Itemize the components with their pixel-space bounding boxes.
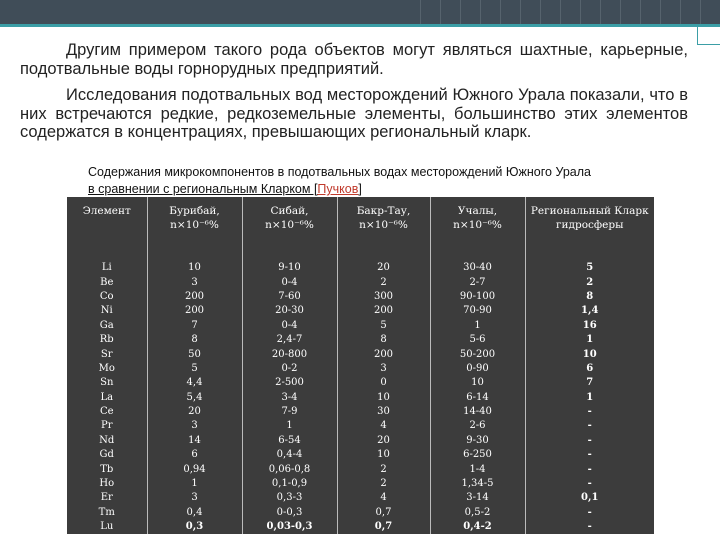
element-symbol-cell: Gd — [67, 448, 147, 462]
paragraph-1: Другим примером такого рода объектов могут являться шахтные, карьерные, подотвальные воды горнорудных предприятий. — [20, 41, 688, 78]
caption-suffix: ] — [358, 182, 362, 196]
element-symbol-cell: Ga — [67, 319, 147, 333]
value-cell: 5 — [337, 319, 430, 333]
value-cell: 20 — [337, 434, 430, 448]
element-symbol-cell: Ce — [67, 405, 147, 419]
value-cell: 10 — [337, 448, 430, 462]
value-cell: 0,3 — [147, 520, 242, 534]
value-cell: 0-4 — [242, 319, 337, 333]
element-symbol-cell: Ho — [67, 477, 147, 491]
value-cell: 2 — [337, 477, 430, 491]
value-cell: 0,03-0,3 — [242, 520, 337, 534]
value-cell: 5,4 — [147, 391, 242, 405]
top-bar-divider — [520, 0, 541, 24]
element-symbol-cell: La — [67, 391, 147, 405]
value-cell: - — [525, 405, 654, 419]
value-cell: 0-2 — [242, 362, 337, 376]
value-cell: - — [525, 506, 654, 520]
value-cell: 4 — [337, 491, 430, 505]
value-cell: 20 — [147, 405, 242, 419]
value-cell: 20-800 — [242, 347, 337, 361]
value-cell: 6 — [147, 448, 242, 462]
value-cell: 7-60 — [242, 290, 337, 304]
value-cell: - — [525, 477, 654, 491]
slide-accent-line — [0, 24, 720, 27]
corner-decoration — [697, 27, 698, 45]
value-cell: 0,1-0,9 — [242, 477, 337, 491]
element-symbol-cell: Mo — [67, 362, 147, 376]
value-cell: 300 — [337, 290, 430, 304]
table-row — [67, 506, 654, 520]
value-cell: 1,34-5 — [430, 477, 525, 491]
caption-line-2 — [88, 181, 668, 198]
value-cell: 0-4 — [242, 275, 337, 289]
value-cell: 200 — [337, 304, 430, 318]
value-cell: 3 — [147, 275, 242, 289]
top-bar-divider — [420, 0, 441, 24]
value-cell: 200 — [147, 290, 242, 304]
value-cell: 1 — [242, 419, 337, 433]
top-bar-divider — [480, 0, 501, 24]
value-cell: - — [525, 434, 654, 448]
value-cell: 8 — [337, 333, 430, 347]
value-cell: 0-0,3 — [242, 506, 337, 520]
value-cell: 4,4 — [147, 376, 242, 390]
value-cell: 50-200 — [430, 347, 525, 361]
value-cell: 1 — [525, 333, 654, 347]
value-cell: 1-4 — [430, 462, 525, 476]
value-cell: 200 — [337, 347, 430, 361]
value-cell: 10 — [337, 391, 430, 405]
table-row — [67, 275, 654, 289]
top-bar-divider — [540, 0, 561, 24]
value-cell: 10 — [525, 347, 654, 361]
value-cell: 6-250 — [430, 448, 525, 462]
element-symbol-cell: Li — [67, 259, 147, 275]
value-cell: 30-40 — [430, 259, 525, 275]
element-symbol-cell: Sn — [67, 376, 147, 390]
value-cell: 7 — [525, 376, 654, 390]
value-cell: 1 — [430, 319, 525, 333]
top-bar-divider — [580, 0, 601, 24]
value-cell: 7 — [147, 319, 242, 333]
value-cell: 2 — [337, 462, 430, 476]
value-cell: 2-500 — [242, 376, 337, 390]
value-cell: 30 — [337, 405, 430, 419]
value-cell: 7-9 — [242, 405, 337, 419]
element-symbol-cell: Tm — [67, 506, 147, 520]
table-body — [67, 259, 654, 534]
table-row — [67, 419, 654, 433]
value-cell: 8 — [525, 290, 654, 304]
corner-decoration — [698, 44, 720, 45]
table-row — [67, 333, 654, 347]
table-row — [67, 376, 654, 390]
value-cell: 0,5-2 — [430, 506, 525, 520]
element-symbol-cell: Sr — [67, 347, 147, 361]
value-cell: 0,94 — [147, 462, 242, 476]
top-bar-divider — [680, 0, 701, 24]
value-cell: 3-4 — [242, 391, 337, 405]
paragraph-2: Исследования подотвальных вод месторождений Южного Урала показали, что в них встречаются редкие, редкоземельные элементы, большинство этих элементов содержатся в концентрациях, превышающих региональный кларк. — [20, 86, 688, 141]
table-row — [67, 405, 654, 419]
value-cell: 8 — [147, 333, 242, 347]
value-cell: - — [525, 520, 654, 534]
value-cell: 0,7 — [337, 520, 430, 534]
value-cell: 9-30 — [430, 434, 525, 448]
table-row — [67, 448, 654, 462]
element-symbol-cell: Rb — [67, 333, 147, 347]
table-row — [67, 319, 654, 333]
value-cell: 9-10 — [242, 259, 337, 275]
value-cell: 2 — [525, 275, 654, 289]
value-cell: 2-6 — [430, 419, 525, 433]
value-cell: 3-14 — [430, 491, 525, 505]
table-caption — [88, 164, 668, 198]
value-cell: 70-90 — [430, 304, 525, 318]
value-cell: 3 — [337, 362, 430, 376]
value-cell: 5 — [147, 362, 242, 376]
value-cell: 4 — [337, 419, 430, 433]
value-cell: 14 — [147, 434, 242, 448]
value-cell: 10 — [430, 376, 525, 390]
value-cell: 0,7 — [337, 506, 430, 520]
table-row — [67, 462, 654, 476]
value-cell: 1,4 — [525, 304, 654, 318]
table-row — [67, 362, 654, 376]
table-row — [67, 491, 654, 505]
value-cell: 0,3-3 — [242, 491, 337, 505]
top-bar-divider — [500, 0, 521, 24]
top-bar-divider — [460, 0, 481, 24]
value-cell: 20 — [337, 259, 430, 275]
value-cell: 3 — [147, 491, 242, 505]
microelements-table — [67, 197, 654, 534]
top-bar-divider — [600, 0, 621, 24]
top-bar-divider — [440, 0, 461, 24]
value-cell: 200 — [147, 304, 242, 318]
value-cell: 2-7 — [430, 275, 525, 289]
value-cell: 0,4 — [147, 506, 242, 520]
element-symbol-cell: Ni — [67, 304, 147, 318]
table-row — [67, 259, 654, 275]
table-row — [67, 347, 654, 361]
value-cell: 6-54 — [242, 434, 337, 448]
value-cell: 2,4-7 — [242, 333, 337, 347]
top-bar-divider — [660, 0, 681, 24]
element-symbol-cell: Lu — [67, 520, 147, 534]
element-symbol-cell: Tb — [67, 462, 147, 476]
value-cell: - — [525, 462, 654, 476]
header-bakr-tau: Бакр-Тау, n×10⁻⁶% — [337, 197, 430, 259]
top-bar-divider — [700, 0, 720, 24]
header-regional-clarke: Региональный Кларк гидросферы — [525, 197, 654, 259]
value-cell: 0,4-4 — [242, 448, 337, 462]
value-cell: 3 — [147, 419, 242, 433]
table-header-row — [67, 197, 654, 259]
value-cell: 2 — [337, 275, 430, 289]
caption-line-1: Содержания микрокомпонентов в подотвальных водах месторождений Южного Урала — [88, 165, 591, 179]
header-uchaly: Учалы, n×10⁻⁶% — [430, 197, 525, 259]
element-symbol-cell: Er — [67, 491, 147, 505]
header-element: Элемент — [67, 197, 147, 259]
value-cell: 5 — [525, 259, 654, 275]
table-row — [67, 434, 654, 448]
header-sibay: Сибай, n×10⁻⁶% — [242, 197, 337, 259]
value-cell: 1 — [147, 477, 242, 491]
value-cell: 0,06-0,8 — [242, 462, 337, 476]
value-cell: 0 — [337, 376, 430, 390]
table-row — [67, 477, 654, 491]
header-buribay: Бурибай, n×10⁻⁶% — [147, 197, 242, 259]
caption-reference-link[interactable]: Пучков — [317, 182, 359, 196]
element-symbol-cell: Pr — [67, 419, 147, 433]
element-symbol-cell: Be — [67, 275, 147, 289]
caption-prefix: в сравнении с региональным Кларком [ — [88, 182, 318, 196]
table-row — [67, 520, 654, 534]
value-cell: 1 — [525, 391, 654, 405]
value-cell: 0,4-2 — [430, 520, 525, 534]
value-cell: - — [525, 448, 654, 462]
value-cell: 20-30 — [242, 304, 337, 318]
top-bar-divider — [640, 0, 661, 24]
value-cell: 14-40 — [430, 405, 525, 419]
table-row — [67, 304, 654, 318]
value-cell: 0,1 — [525, 491, 654, 505]
value-cell: 50 — [147, 347, 242, 361]
table-row — [67, 391, 654, 405]
slide-top-bar — [0, 0, 720, 24]
element-symbol-cell: Co — [67, 290, 147, 304]
value-cell: 90-100 — [430, 290, 525, 304]
top-bar-divider — [620, 0, 641, 24]
value-cell: 16 — [525, 319, 654, 333]
value-cell: 10 — [147, 259, 242, 275]
table-row — [67, 290, 654, 304]
value-cell: - — [525, 419, 654, 433]
element-symbol-cell: Nd — [67, 434, 147, 448]
value-cell: 0-90 — [430, 362, 525, 376]
top-bar-divider — [560, 0, 581, 24]
value-cell: 6 — [525, 362, 654, 376]
value-cell: 6-14 — [430, 391, 525, 405]
value-cell: 5-6 — [430, 333, 525, 347]
